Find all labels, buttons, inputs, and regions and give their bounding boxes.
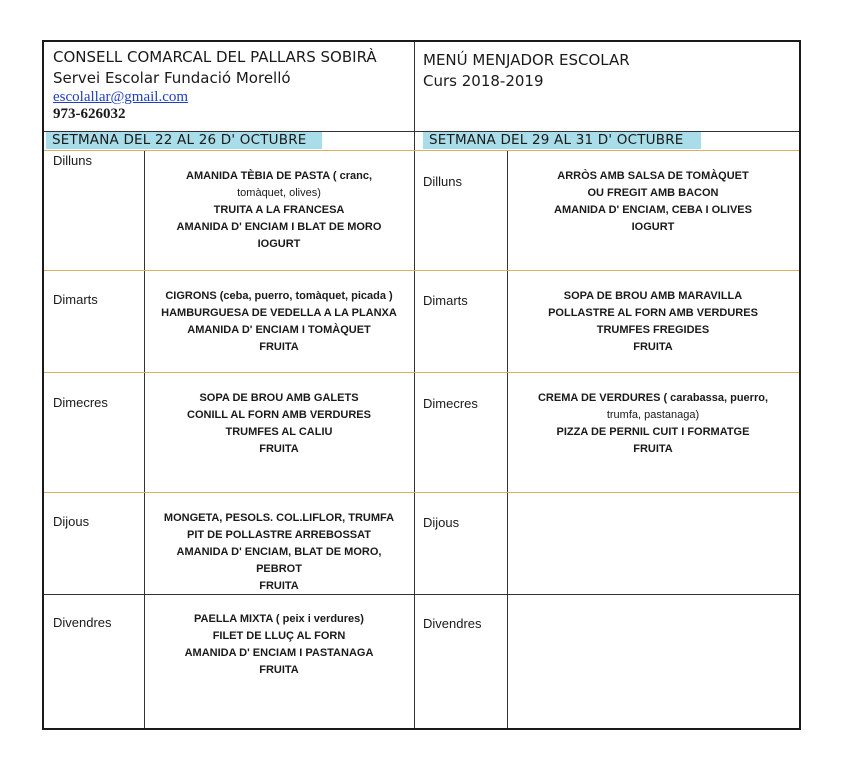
header-right <box>423 50 630 92</box>
menu-line: CONILL AL FORN AMB VERDURES <box>187 409 371 421</box>
menu-line: MONGETA, PESOLS. COL.LIFLOR, TRUMFA <box>163 512 395 524</box>
menu-line: SOPA DE BROU AMB MARAVILLA <box>563 290 743 302</box>
menu-line: FRUITA <box>259 443 299 455</box>
menu-line: OU FREGIT AMB BACON <box>587 187 719 199</box>
week-1-day-thursday: Dijous <box>53 514 90 529</box>
menu-line: AMANIDA D' ENCIAM, BLAT DE MORO, <box>176 546 382 558</box>
menu-line: AMANIDA D' ENCIAM, CEBA I OLIVES <box>554 204 752 216</box>
menu-line: IOGURT <box>631 221 675 233</box>
email-link[interactable]: escolallar@gmail.com <box>53 89 189 105</box>
divider-row-3 <box>44 492 799 493</box>
divider-week-title <box>44 150 799 151</box>
divider-row-1 <box>44 270 799 271</box>
menu-line: FRUITA <box>633 341 673 353</box>
phone-number: 973-626032 <box>53 106 126 122</box>
menu-line: PAELLA MIXTA ( peix i verdures) <box>194 613 364 625</box>
menu-line: HAMBURGUESA DE VEDELLA A LA PLANXA <box>161 307 397 319</box>
menu-line: POLLASTRE AL FORN AMB VERDURES <box>548 307 758 319</box>
week-2-menu-wednesday <box>507 390 799 458</box>
menu-line: tomàquet, olives) <box>237 187 321 199</box>
header-left <box>53 47 377 123</box>
week-1-day-tuesday: Dimarts <box>53 292 98 307</box>
week-2-day-thursday: Dijous <box>423 515 460 530</box>
menu-line: PIT DE POLLASTRE ARREBOSSAT <box>187 529 371 541</box>
week-1-menu-wednesday <box>144 390 414 458</box>
menu-sheet <box>42 40 801 730</box>
menu-line: AMANIDA D' ENCIAM I TOMÀQUET <box>187 324 371 336</box>
menu-line: IOGURT <box>257 238 301 250</box>
week-2-menu-monday <box>507 168 799 236</box>
menu-line: PEBROT <box>256 563 302 575</box>
course-year: Curs 2018-2019 <box>423 72 544 90</box>
menu-line: trumfa, pastanaga) <box>606 409 700 421</box>
menu-line: AMANIDA D' ENCIAM I PASTANAGA <box>184 647 374 659</box>
week-2-day-monday: Dilluns <box>423 174 463 189</box>
menu-line: FRUITA <box>259 341 299 353</box>
menu-line: TRUITA A LA FRANCESA <box>213 204 345 216</box>
menu-line: FRUITA <box>633 443 673 455</box>
menu-line: FILET DE LLUÇ AL FORN <box>212 630 346 642</box>
week-2-menu-tuesday <box>507 288 799 356</box>
week-1-menu-monday <box>144 168 414 253</box>
org-name: CONSELL COMARCAL DEL PALLARS SOBIRÀ <box>53 48 377 66</box>
menu-line: CREMA DE VERDURES ( carabassa, puerro, <box>537 392 769 404</box>
menu-line: ARRÒS AMB SALSA DE TOMÀQUET <box>557 170 749 182</box>
menu-line: SOPA DE BROU AMB GALETS <box>199 392 359 404</box>
week-1-menu-tuesday <box>144 288 414 356</box>
divider-center <box>414 42 415 728</box>
menu-line: AMANIDA TÈBIA DE PASTA ( cranc, <box>186 170 372 182</box>
menu-line: CIGRONS (ceba, puerro, tomàquet, picada ) <box>165 290 393 302</box>
week-2-day-wednesday: Dimecres <box>423 396 478 411</box>
week-1-day-monday: Dilluns <box>53 153 93 168</box>
week-1-menu-thursday <box>144 510 414 595</box>
week-2-title: SETMANA DEL 29 AL 31 D' OCTUBRE <box>423 132 701 149</box>
week-1-title: SETMANA DEL 22 AL 26 D' OCTUBRE <box>46 132 322 149</box>
menu-line: PIZZA DE PERNIL CUIT I FORMATGE <box>556 426 750 438</box>
week-2-day-tuesday: Dimarts <box>423 293 468 308</box>
menu-line: FRUITA <box>259 664 299 676</box>
divider-row-2 <box>44 372 799 373</box>
menu-line: AMANIDA D' ENCIAM I BLAT DE MORO <box>176 221 382 233</box>
menu-line: TRUMFES AL CALIU <box>225 426 333 438</box>
week-1-menu-friday <box>144 611 414 679</box>
menu-line: TRUMFES FREGIDES <box>596 324 710 336</box>
week-1-day-wednesday: Dimecres <box>53 395 108 410</box>
week-1-day-friday: Divendres <box>53 615 112 630</box>
week-2-day-friday: Divendres <box>423 616 482 631</box>
service-name: Servei Escolar Fundació Morelló <box>53 69 291 87</box>
menu-line: FRUITA <box>259 580 299 592</box>
menu-title: MENÚ MENJADOR ESCOLAR <box>423 51 630 69</box>
